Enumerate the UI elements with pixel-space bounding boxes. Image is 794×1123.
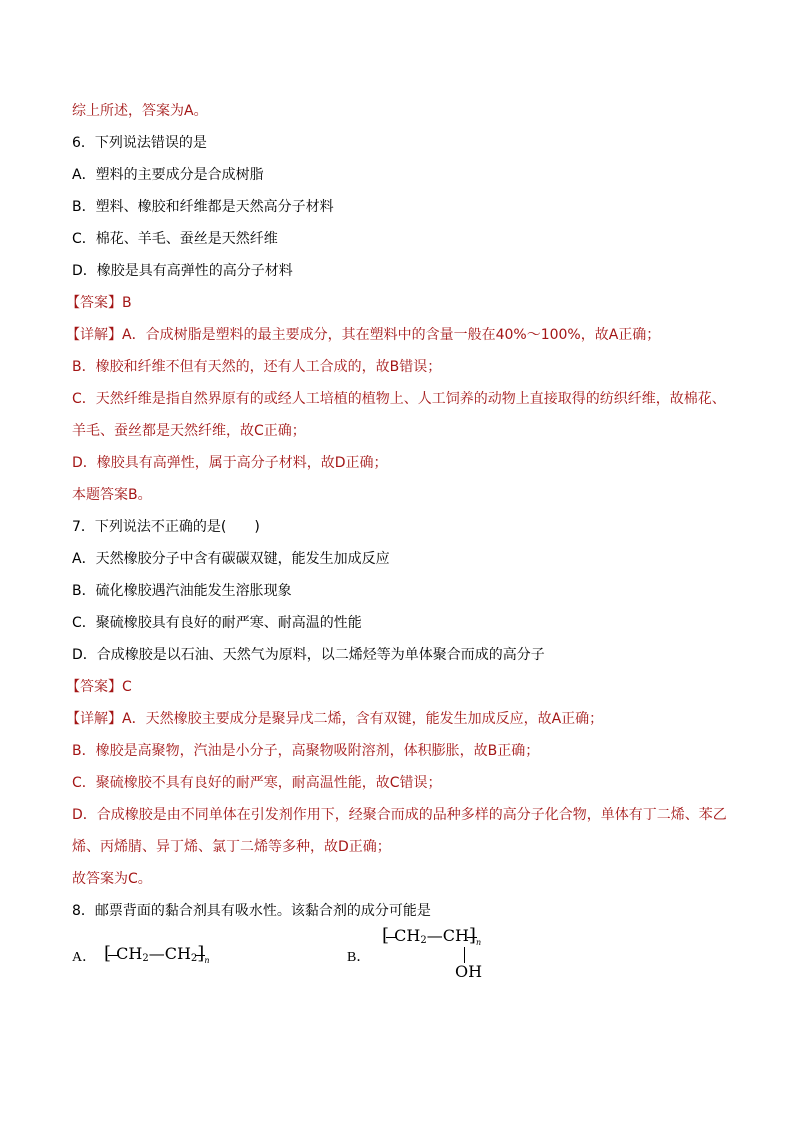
polymer-bracket-left: [ xyxy=(104,944,116,963)
question-6-detail-c: C．天然纤维是指自然界原有的或经人工培植的植物上、人工饲养的动物上直接取得的纺织纤维，故棉花、 xyxy=(72,391,726,407)
summary-line: 综上所述，答案为A。 xyxy=(72,103,208,119)
question-8-option-b-label: B． xyxy=(347,950,371,965)
question-6-detail-c-cont: 羊毛、蚕丝都是天然纤维，故C正确； xyxy=(72,423,306,439)
polymer-bracket-right: ] xyxy=(468,925,476,946)
question-6-option-c: C．棉花、羊毛、蚕丝是天然纤维 xyxy=(72,231,278,247)
polyethylene-formula: [ $CH_2—CH_2$ ]$_n$ xyxy=(104,943,210,965)
question-7-conclusion: 故答案为C。 xyxy=(72,871,152,887)
question-7-option-b: B．硫化橡胶遇汽油能发生溶胀现象 xyxy=(72,583,292,599)
question-7-answer: 【答案】C xyxy=(66,679,132,695)
question-6-detail-d: D．橡胶具有高弹性，属于高分子材料，故D正确； xyxy=(72,455,388,471)
question-6-detail-a: 【详解】A．合成树脂是塑料的最主要成分，其在塑料中的含量一般在40%～100%，故A正确； xyxy=(66,327,661,343)
question-8-stem: 8．邮票背面的黏合剂具有吸水性。该黏合剂的成分可能是 xyxy=(72,903,431,919)
polymer-bracket-right: ] xyxy=(197,943,205,964)
question-6-conclusion: 本题答案B。 xyxy=(72,487,152,503)
question-7-detail-d: D．合成橡胶是由不同单体在引发剂作用下，经聚合而成的品种多样的高分子化合物，单体有丁二烯、苯乙 xyxy=(72,807,727,823)
polymer-bracket-left: [ xyxy=(382,926,394,945)
question-6-option-a: A．塑料的主要成分是合成树脂 xyxy=(72,167,264,183)
question-6-detail-b: B．橡胶和纤维不但有天然的，还有人工合成的，故B错误； xyxy=(72,359,442,375)
question-7-detail-a: 【详解】A．天然橡胶主要成分是聚异戊二烯，含有双键，能发生加成反应，故A正确； xyxy=(66,711,604,727)
question-6-option-b: B．塑料、橡胶和纤维都是天然高分子材料 xyxy=(72,199,334,215)
pva-backbone: [ $CH_2—CH$ ]$_n$ xyxy=(382,925,482,947)
question-7-option-c: C．聚硫橡胶具有良好的耐严寒、耐高温的性能 xyxy=(72,615,362,631)
question-7-stem: 7．下列说法不正确的是( ) xyxy=(72,519,260,535)
question-7-detail-d-cont: 烯、丙烯腈、异丁烯、氯丁二烯等多种，故D正确； xyxy=(72,839,391,855)
question-8-option-a-label: A． xyxy=(72,950,97,965)
question-6-stem: 6．下列说法错误的是 xyxy=(72,135,207,151)
question-7-option-d: D．合成橡胶是以石油、天然气为原料，以二烯烃等为单体聚合而成的高分子 xyxy=(72,647,545,663)
polyvinyl-alcohol-formula xyxy=(382,925,512,985)
pva-hydroxyl: OH xyxy=(455,962,483,981)
question-7-detail-b: B．橡胶是高聚物，汽油是小分子，高聚物吸附溶剂，体积膨胀，故B正确； xyxy=(72,743,540,759)
question-7-detail-c: C．聚硫橡胶不具有良好的耐严寒，耐高温性能，故C错误； xyxy=(72,775,442,791)
pva-bond-vertical xyxy=(464,947,465,963)
question-7-option-a: A．天然橡胶分子中含有碳碳双键，能发生加成反应 xyxy=(72,551,390,567)
question-6-option-d: D．橡胶是具有高弹性的高分子材料 xyxy=(72,263,293,279)
question-6-answer: 【答案】B xyxy=(66,295,132,311)
